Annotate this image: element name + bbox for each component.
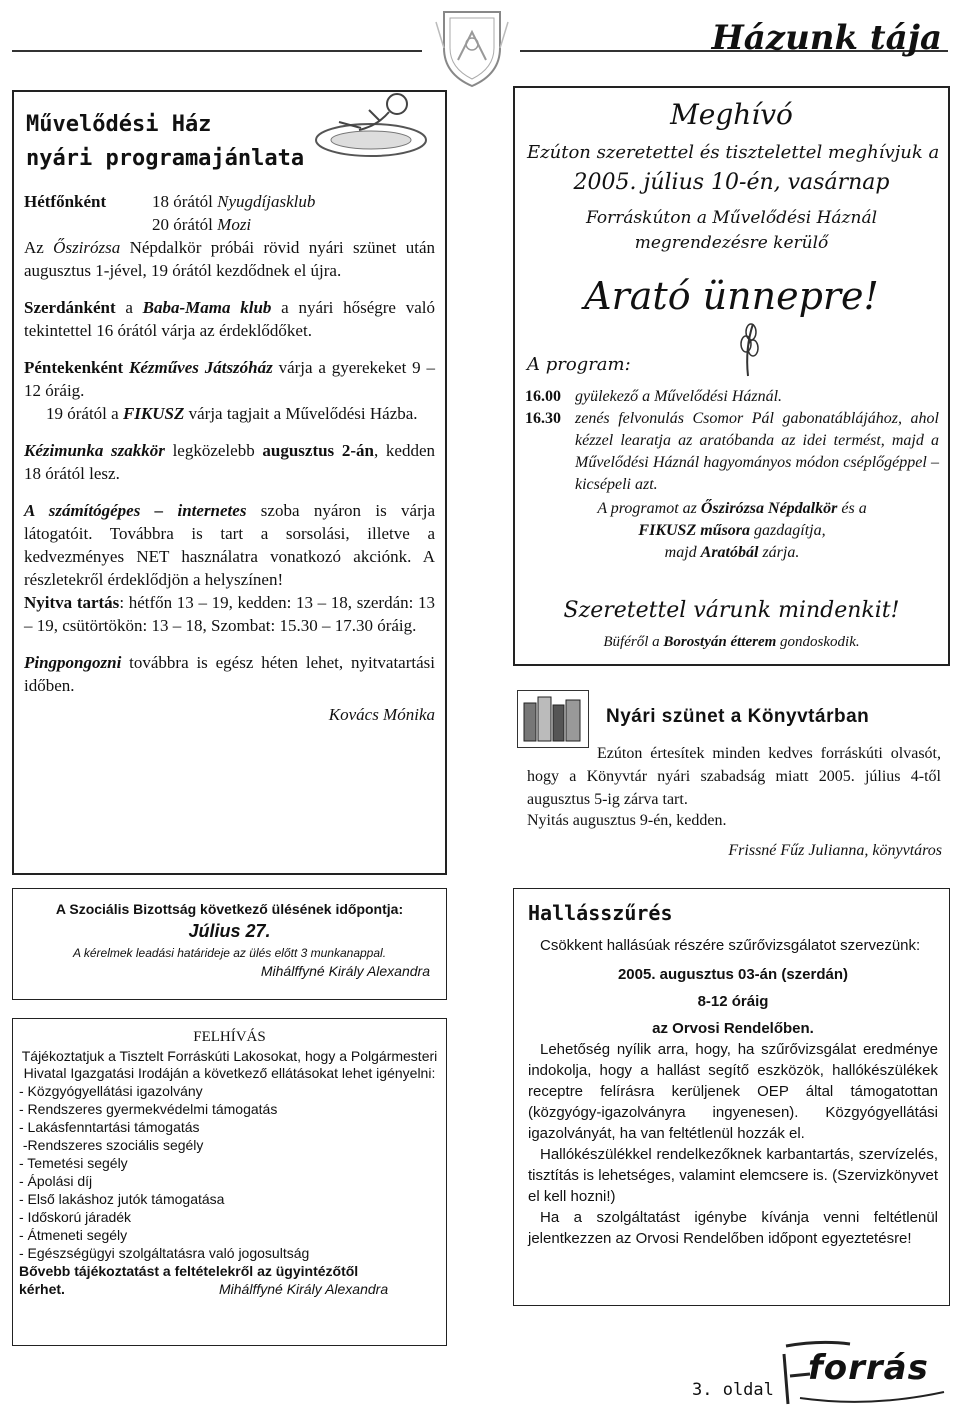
hallas-date: 2005. augusztus 03-án (szerdán) <box>617 966 849 983</box>
szamitogep-paragraph: A számítógépes – internetes szoba nyáron is várja látogatóit. Továbbra is tart a sorsolási, illetve a kedvezményes NET használatra vonatkozó akciónk. A részletekről érdeklődjön a helyszínen! <box>24 501 435 589</box>
wheat-icon <box>731 318 765 378</box>
hetfo-event1: Nyugdíjasklub <box>217 192 316 211</box>
forras-logo <box>780 1338 950 1408</box>
hetfo-label: Hétfőnként <box>24 192 107 211</box>
muvhaz-title: Művelődési Ház <box>26 112 212 137</box>
meghivo-event: Arató ünnepre! <box>584 274 879 318</box>
felhivas-intro: Tájékoztatjuk a Tisztelt Forráskúti Lakosokat, hogy a Polgármesteri Hivatal Igazgatási Irodáján a következő ellátásokat lehet igényelni: <box>21 1048 438 1081</box>
program-aratobal: majd Aratóbál zárja. <box>664 544 800 561</box>
program-enrich: A programot az Őszirózsa Népdalkör és a <box>597 500 867 517</box>
szocialis-date: Július 27. <box>188 921 271 941</box>
hetfo-time2: 20 órától <box>152 215 218 234</box>
meghivo-date: 2005. július 10-én, vasárnap <box>573 170 890 195</box>
felhivas-closing: Bővebb tájékoztatást a feltételekről az ügyintézőtől <box>19 1263 359 1279</box>
felhivas-list <box>13 1082 446 1298</box>
hallas-p2: Hallókészülékkel rendelkezőknek karbantartás, szervízelés, tisztítás is lehetséges, valamint elemcsere is. (Szervizkönyvet el kell hozni!) <box>528 1146 938 1205</box>
felhivas-box <box>12 1018 447 1346</box>
coat-of-arms-icon <box>432 2 512 90</box>
hetfo-row2 <box>24 213 435 236</box>
felhivas-item: - Egészségügyi szolgáltatásra való jogosultság <box>19 1245 310 1261</box>
hetfo-row <box>24 190 435 213</box>
meghivo-buffet: Büféről a Borostyán étterem gondoskodik. <box>603 634 860 650</box>
hetfo-event2: Mozi <box>217 215 252 234</box>
page-number: 3. oldal <box>692 1380 774 1400</box>
felhivas-item: - Első lakáshoz jutók támogatása <box>19 1191 225 1207</box>
szocialis-author: Mihálffyné Király Alexandra <box>260 963 430 979</box>
pentek-paragraph: Péntekenként Kézműves Játszóház várja a gyerekeket 9 – 12 óráig. <box>24 358 435 400</box>
fikusz-paragraph: 19 órától a FIKUSZ várja tagjait a Művelődési Házba. <box>46 404 418 423</box>
konyvtar-text: Ezúton értesítek minden kedves forráskúti olvasót, hogy a Könyvtár nyári szabadság miatt 2005. július 4-től augusztus 5-ig zárva tart. <box>527 745 941 808</box>
szocialis-note: A kérelmek leadási határideje az ülés előtt 3 munkanappal. <box>72 946 387 960</box>
muvhaz-subtitle: nyári programajánlata <box>26 146 305 171</box>
section-title: Házunk tája <box>711 18 942 58</box>
pingpong-paragraph: Pingpongozni továbbra is egész héten lehet, nyitvatartási időben. <box>24 653 435 695</box>
program-item: 16.00 gyülekező a Művelődési Háznál. <box>525 388 783 405</box>
kezimunka-paragraph: Kézimunka szakkör legközelebb augusztus 2-án, kedden 18 órától lesz. <box>24 441 436 483</box>
hallas-title: Hallásszűrés <box>528 901 673 925</box>
meghivo-place: Forráskúton a Művelődési Háznál megrendezésre kerülő <box>585 208 878 253</box>
felhivas-author: Mihálffyné Király Alexandra <box>219 1281 389 1297</box>
muvhaz-box <box>12 90 447 875</box>
meghivo-box <box>513 86 950 666</box>
felhivas-item: - Közgyógyellátási igazolvány <box>19 1083 203 1099</box>
szocialis-title: A Szociális Bizottság következő ülésének időpontja: <box>55 901 404 917</box>
nyitvatartas-paragraph: Nyitva tartás: hétfőn 13 – 19, kedden: 13 – 18, szerdán: 13 – 19, csütörtökön: 13 – 18, Szombat: 15.30 – 17.30 óráig. <box>24 593 435 635</box>
konyvtar-title: Nyári szünet a Könyvtárban <box>606 706 870 727</box>
hallas-intro: Csökkent hallásúak részére szűrővizsgálatot szervezünk: <box>540 937 921 954</box>
hetfo-time1: 18 órától <box>152 192 218 211</box>
felhivas-title: FELHÍVÁS <box>193 1029 266 1045</box>
meghivo-love: Szeretettel várunk mindenkit! <box>563 598 900 623</box>
felhivas-item: -Rendszeres szociális segély <box>19 1137 204 1153</box>
felhivas-item: - Lakásfenntartási támogatás <box>19 1119 200 1135</box>
program-label: A program: <box>527 354 631 375</box>
hallas-p3: Ha a szolgáltatást igénybe kívánja venni feltétlenül jelentkezzen az Orvosi Rendelőben időpont egyeztetésre! <box>528 1209 938 1247</box>
hallas-p1: Lehetőség nyílik arra, hogy, ha szűrővizsgálat eredménye indokolja, hogy a hallást segítő eszközök, hallókészülékek receptre felírásra kerüljenek OEP által támogatottan (közgyógy-igazolványra ingyenesen). Közgyógyellátási igazolványát, ha van feltétlenül hozzák el. <box>528 1041 938 1142</box>
swimmer-illustration-icon <box>309 90 434 160</box>
meghivo-intro: Ezúton szeretettel és tisztelettel meghívjuk a <box>527 142 940 163</box>
felhivas-item: - Időskorú járadék <box>19 1209 132 1225</box>
felhivas-closing2: kérhet. <box>19 1281 65 1297</box>
hallas-place: az Orvosi Rendelőben. <box>652 1020 814 1037</box>
konyvtar-reopen: Nyitás augusztus 9-én, kedden. <box>527 812 727 829</box>
program-fikusz: FIKUSZ műsora gazdagítja, <box>638 522 826 539</box>
oszirozsa-paragraph: Az Őszirózsa Népdalkör próbái rövid nyári szünet után augusztus 1-jével, 19 órától kezdődnek el újra. <box>24 238 435 280</box>
felhivas-item: - Átmeneti segély <box>19 1227 128 1243</box>
konyvtar-author: Frissné Fűz Julianna, könyvtáros <box>728 842 942 859</box>
muvhaz-author: Kovács Mónika <box>328 705 435 724</box>
program-item: 16.30 zenés felvonulás Csomor Pál gabonatáblájához, ahol kézzel learatja az aratóbanda az idei termést, majd a Művelődési Háznál hagyományos módon cséplőgéppel – kicsépeli azt. <box>525 410 939 493</box>
szerda-paragraph: Szerdánként a Baba-Mama klub a nyári hőségre való tekintettel 16 órától várja az érdeklődőket. <box>24 298 435 340</box>
felhivas-item: - Rendszeres gyermekvédelmi támogatás <box>19 1101 278 1117</box>
meghivo-title: Meghívó <box>670 98 793 131</box>
felhivas-item: - Ápolási díj <box>19 1173 93 1189</box>
program-list <box>525 386 939 564</box>
felhivas-item: - Temetési segély <box>19 1155 128 1171</box>
books-icon <box>517 690 589 748</box>
hallas-box <box>513 888 950 1306</box>
header-rule-left <box>12 50 422 52</box>
hallas-time: 8-12 óráig <box>697 993 769 1010</box>
felhivas-footer <box>19 1280 446 1298</box>
szocialis-box <box>12 888 447 1000</box>
forras-logo-text: forrás <box>808 1348 929 1388</box>
